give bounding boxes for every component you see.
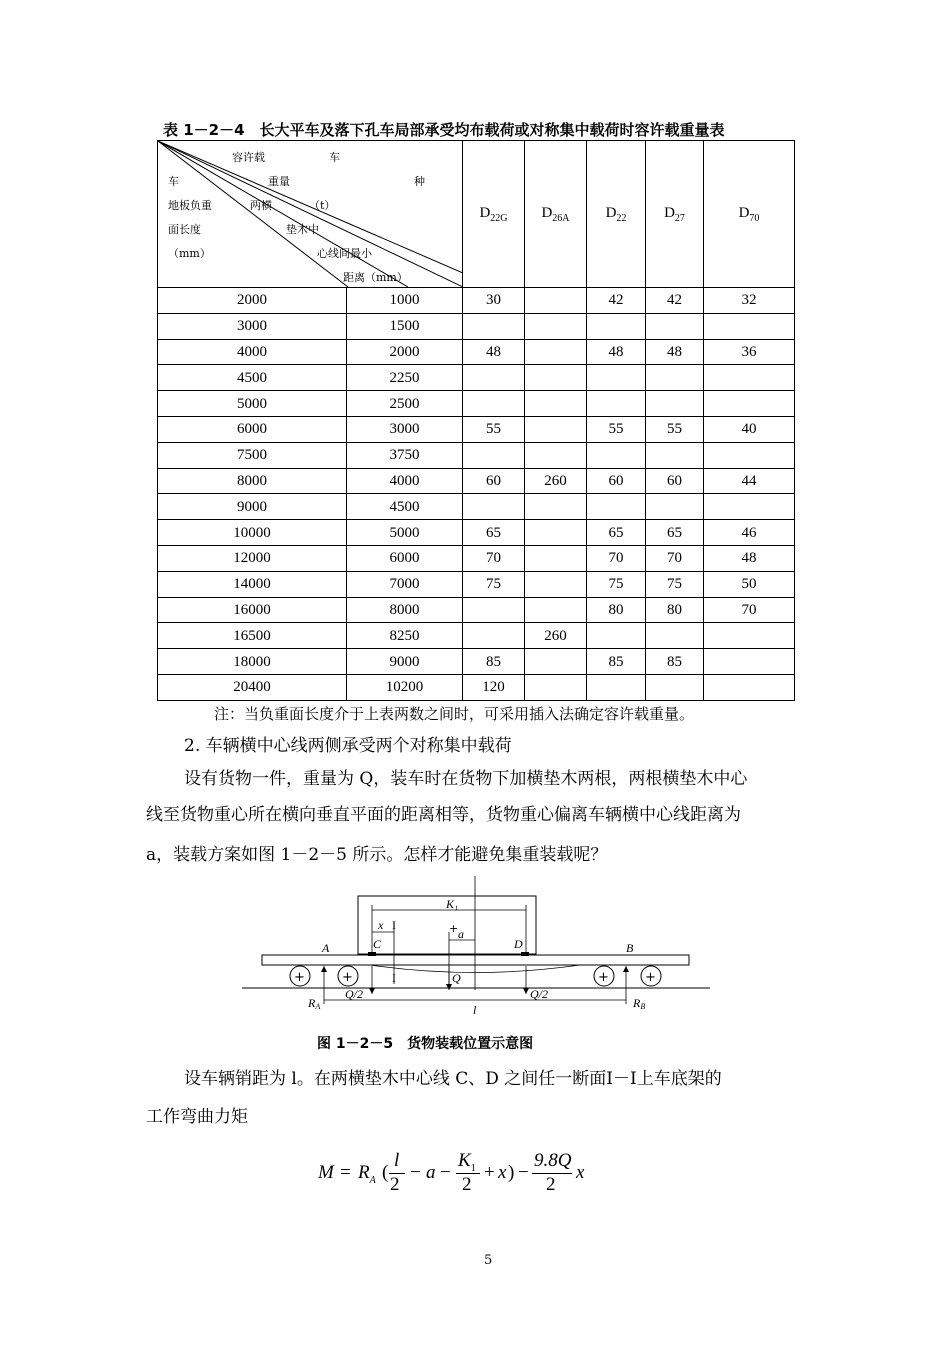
table-cell: 5000: [347, 520, 463, 546]
table-cell: [704, 674, 795, 700]
svg-text:+: +: [598, 970, 609, 985]
table-cell: [525, 313, 587, 339]
table-cell: [646, 391, 704, 417]
paragraph-line: a，装载方案如图 1－2－5 所示。怎样才能避免集重装载呢？: [146, 845, 608, 865]
bending-moment-formula: M = $R_A$ ( l 2 − a − $K_1$ 2 + x ) − 9.8Q 2 x: [318, 1150, 585, 1195]
gravity-plus: +: [449, 922, 459, 935]
table-cell: [463, 597, 525, 623]
car-type-header: $D_{26A}$: [525, 141, 587, 288]
table-row: [158, 674, 795, 700]
table-cell: 65: [463, 520, 525, 546]
table-cell: 3000: [158, 313, 347, 339]
table-cell: 70: [646, 545, 704, 571]
table-cell: 65: [587, 520, 646, 546]
table-cell: [463, 623, 525, 649]
table-cell: 120: [463, 674, 525, 700]
table-cell: 75: [587, 571, 646, 597]
table-cell: [704, 442, 795, 468]
table-cell: 3750: [347, 442, 463, 468]
table-cell: [704, 391, 795, 417]
table-cell: 8000: [347, 597, 463, 623]
table-cell: 48: [704, 545, 795, 571]
table-cell: 40: [704, 416, 795, 442]
table-cell: [525, 365, 587, 391]
table-cell: 85: [646, 649, 704, 675]
table-cell: 42: [587, 288, 646, 314]
table-cell: [587, 674, 646, 700]
label-rb: RB: [633, 996, 646, 1011]
table-row: [158, 520, 795, 546]
car-type-header: $D_{27}$: [646, 141, 704, 288]
table-row: [158, 468, 795, 494]
paragraph-line: 工作弯曲力矩: [146, 1107, 248, 1127]
table-cell: 9000: [347, 649, 463, 675]
table-cell: [704, 494, 795, 520]
table-cell: [704, 365, 795, 391]
figure-caption: 图 1－2－5 货物装载位置示意图: [317, 1036, 534, 1052]
table-row: [158, 571, 795, 597]
table-cell: [704, 623, 795, 649]
table-cell: 55: [646, 416, 704, 442]
label-l: l: [473, 1003, 477, 1017]
label-Q: Q: [452, 971, 461, 985]
table-cell: 32: [704, 288, 795, 314]
diagonal-lines: [158, 141, 463, 287]
table-cell: 4500: [347, 494, 463, 520]
label-q2-left: Q/2: [345, 987, 363, 1001]
table-cell: [704, 649, 795, 675]
label-D: D: [514, 937, 523, 951]
table-cell: 55: [463, 416, 525, 442]
table-cell: 1000: [347, 288, 463, 314]
table-cell: 2500: [347, 391, 463, 417]
table-cell: [525, 520, 587, 546]
table-row: [158, 339, 795, 365]
table-note: 注：当负重面长度介于上表两数之间时，可采用插入法确定容许载重量。: [214, 705, 695, 723]
table-row: [158, 494, 795, 520]
table-cell: 75: [463, 571, 525, 597]
header-label: 垫木中: [286, 223, 319, 236]
table-cell: 65: [646, 520, 704, 546]
header-label: （mm）: [168, 247, 211, 260]
table-cell: 60: [646, 468, 704, 494]
table-cell: 2250: [347, 365, 463, 391]
table-cell: 36: [704, 339, 795, 365]
table-row: [158, 365, 795, 391]
header-label: 车: [329, 151, 340, 164]
table-cell: 42: [646, 288, 704, 314]
table-cell: 55: [587, 416, 646, 442]
table-cell: [646, 442, 704, 468]
table-cell: [525, 494, 587, 520]
label-k1: K₁: [446, 897, 459, 911]
header-label: 心线间最小: [317, 247, 372, 260]
table-row: [158, 597, 795, 623]
svg-text:+: +: [294, 970, 305, 985]
table-cell: 70: [463, 545, 525, 571]
table-cell: 70: [587, 545, 646, 571]
table-cell: 30: [463, 288, 525, 314]
table-cell: 80: [646, 597, 704, 623]
table-cell: 9000: [158, 494, 347, 520]
label-a: a: [458, 927, 464, 941]
table-cell: 48: [646, 339, 704, 365]
header-label: 地板负重: [168, 199, 212, 212]
label-x: x: [378, 918, 384, 932]
table-cell: [463, 391, 525, 417]
car-type-header: $D_{22}$: [587, 141, 646, 288]
table-cell: [587, 494, 646, 520]
table-cell: [525, 288, 587, 314]
sleeper-c: [368, 952, 376, 956]
table-cell: [646, 623, 704, 649]
table-cell: [704, 313, 795, 339]
table-cell: 260: [525, 468, 587, 494]
table-row: [158, 288, 795, 314]
car-deck: [262, 955, 689, 965]
label-q2-right: Q/2: [530, 987, 548, 1001]
table-cell: [587, 623, 646, 649]
table-cell: 4000: [158, 339, 347, 365]
loading-diagram: [230, 872, 720, 1022]
table-cell: [463, 494, 525, 520]
table-cell: 4000: [347, 468, 463, 494]
table-cell: 7500: [158, 442, 347, 468]
table-cell: [463, 313, 525, 339]
table-cell: [525, 649, 587, 675]
table-cell: 5000: [158, 391, 347, 417]
section-heading: 2. 车辆横中心线两侧承受两个对称集中载荷: [184, 736, 512, 756]
label-C: C: [373, 937, 382, 951]
table-cell: 8250: [347, 623, 463, 649]
table-cell: [587, 313, 646, 339]
table-cell: 16000: [158, 597, 347, 623]
header-label: 距离（mm）: [343, 271, 408, 284]
table-row: [158, 545, 795, 571]
label-ra: RA: [308, 996, 321, 1011]
table-body: [158, 288, 795, 701]
table-cell: [587, 391, 646, 417]
table-caption: 表 1－2－4 长大平车及落下孔车局部承受均布载荷或对称集中载荷时容许载重量表: [163, 121, 725, 139]
table-row: [158, 442, 795, 468]
table-cell: 6000: [347, 545, 463, 571]
page-number: 5: [484, 1253, 493, 1268]
table-cell: 44: [704, 468, 795, 494]
header-label: 容许载: [232, 151, 265, 164]
table-cell: [525, 674, 587, 700]
header-label: 种: [414, 175, 425, 188]
table-cell: 1500: [347, 313, 463, 339]
table-cell: 8000: [158, 468, 347, 494]
table-cell: [525, 442, 587, 468]
svg-text:+: +: [342, 970, 353, 985]
table-cell: [463, 365, 525, 391]
paragraph-line: 设车辆销距为 l。在两横垫木中心线 C、D 之间任一断面Ⅰ－Ⅰ上车底架的: [184, 1069, 722, 1089]
table-cell: [646, 313, 704, 339]
table-cell: 48: [463, 339, 525, 365]
table-cell: 48: [587, 339, 646, 365]
table-cell: 3000: [347, 416, 463, 442]
table-cell: 46: [704, 520, 795, 546]
table-cell: [525, 571, 587, 597]
table-row: [158, 649, 795, 675]
table-cell: 2000: [347, 339, 463, 365]
table-cell: [525, 597, 587, 623]
table-cell: 20400: [158, 674, 347, 700]
table-cell: 80: [587, 597, 646, 623]
table-cell: 10000: [158, 520, 347, 546]
table-cell: [646, 494, 704, 520]
header-label: 两横: [250, 199, 272, 212]
header-label: 车: [168, 175, 179, 188]
header-label: 面长度: [168, 223, 201, 236]
paragraph-line: 设有货物一件，重量为 Q，装车时在货物下加横垫木两根，两根横垫木中心: [184, 769, 748, 789]
table-cell: 16500: [158, 623, 347, 649]
table-cell: [525, 391, 587, 417]
table-cell: [587, 365, 646, 391]
table-cell: 2000: [158, 288, 347, 314]
table-cell: [646, 365, 704, 391]
car-type-header: $D_{22G}$: [463, 141, 525, 288]
svg-text:+: +: [645, 970, 656, 985]
table-cell: 85: [587, 649, 646, 675]
table-cell: 4500: [158, 365, 347, 391]
table-cell: 10200: [347, 674, 463, 700]
table-row: [158, 313, 795, 339]
table-cell: [525, 545, 587, 571]
label-B: B: [626, 941, 634, 955]
table-cell: [525, 339, 587, 365]
car-type-header: $D_{70}$: [704, 141, 795, 288]
paragraph-line: 线至货物重心所在横向垂直平面的距离相等，货物重心偏离车辆横中心线距离为: [146, 805, 741, 825]
header-label: 重量: [268, 175, 290, 188]
label-A: A: [322, 941, 330, 955]
table-cell: 60: [463, 468, 525, 494]
table-cell: [525, 416, 587, 442]
label-section-bottom: I: [392, 971, 396, 985]
table-row: [158, 416, 795, 442]
table-cell: 18000: [158, 649, 347, 675]
table-cell: 260: [525, 623, 587, 649]
table-cell: 14000: [158, 571, 347, 597]
table-row: [158, 391, 795, 417]
label-section-top: I: [392, 918, 396, 932]
table-cell: [646, 674, 704, 700]
table-cell: 12000: [158, 545, 347, 571]
table-row: [158, 623, 795, 649]
header-label: （t）: [309, 199, 336, 212]
table-cell: 85: [463, 649, 525, 675]
table-cell: [587, 442, 646, 468]
table-cell: [463, 442, 525, 468]
table-cell: 60: [587, 468, 646, 494]
sleeper-d: [521, 952, 529, 956]
table-cell: 6000: [158, 416, 347, 442]
table-cell: 50: [704, 571, 795, 597]
load-capacity-table: [157, 140, 795, 701]
table-cell: 75: [646, 571, 704, 597]
table-cell: 70: [704, 597, 795, 623]
diagonal-header-cell: [158, 141, 463, 288]
table-cell: 7000: [347, 571, 463, 597]
